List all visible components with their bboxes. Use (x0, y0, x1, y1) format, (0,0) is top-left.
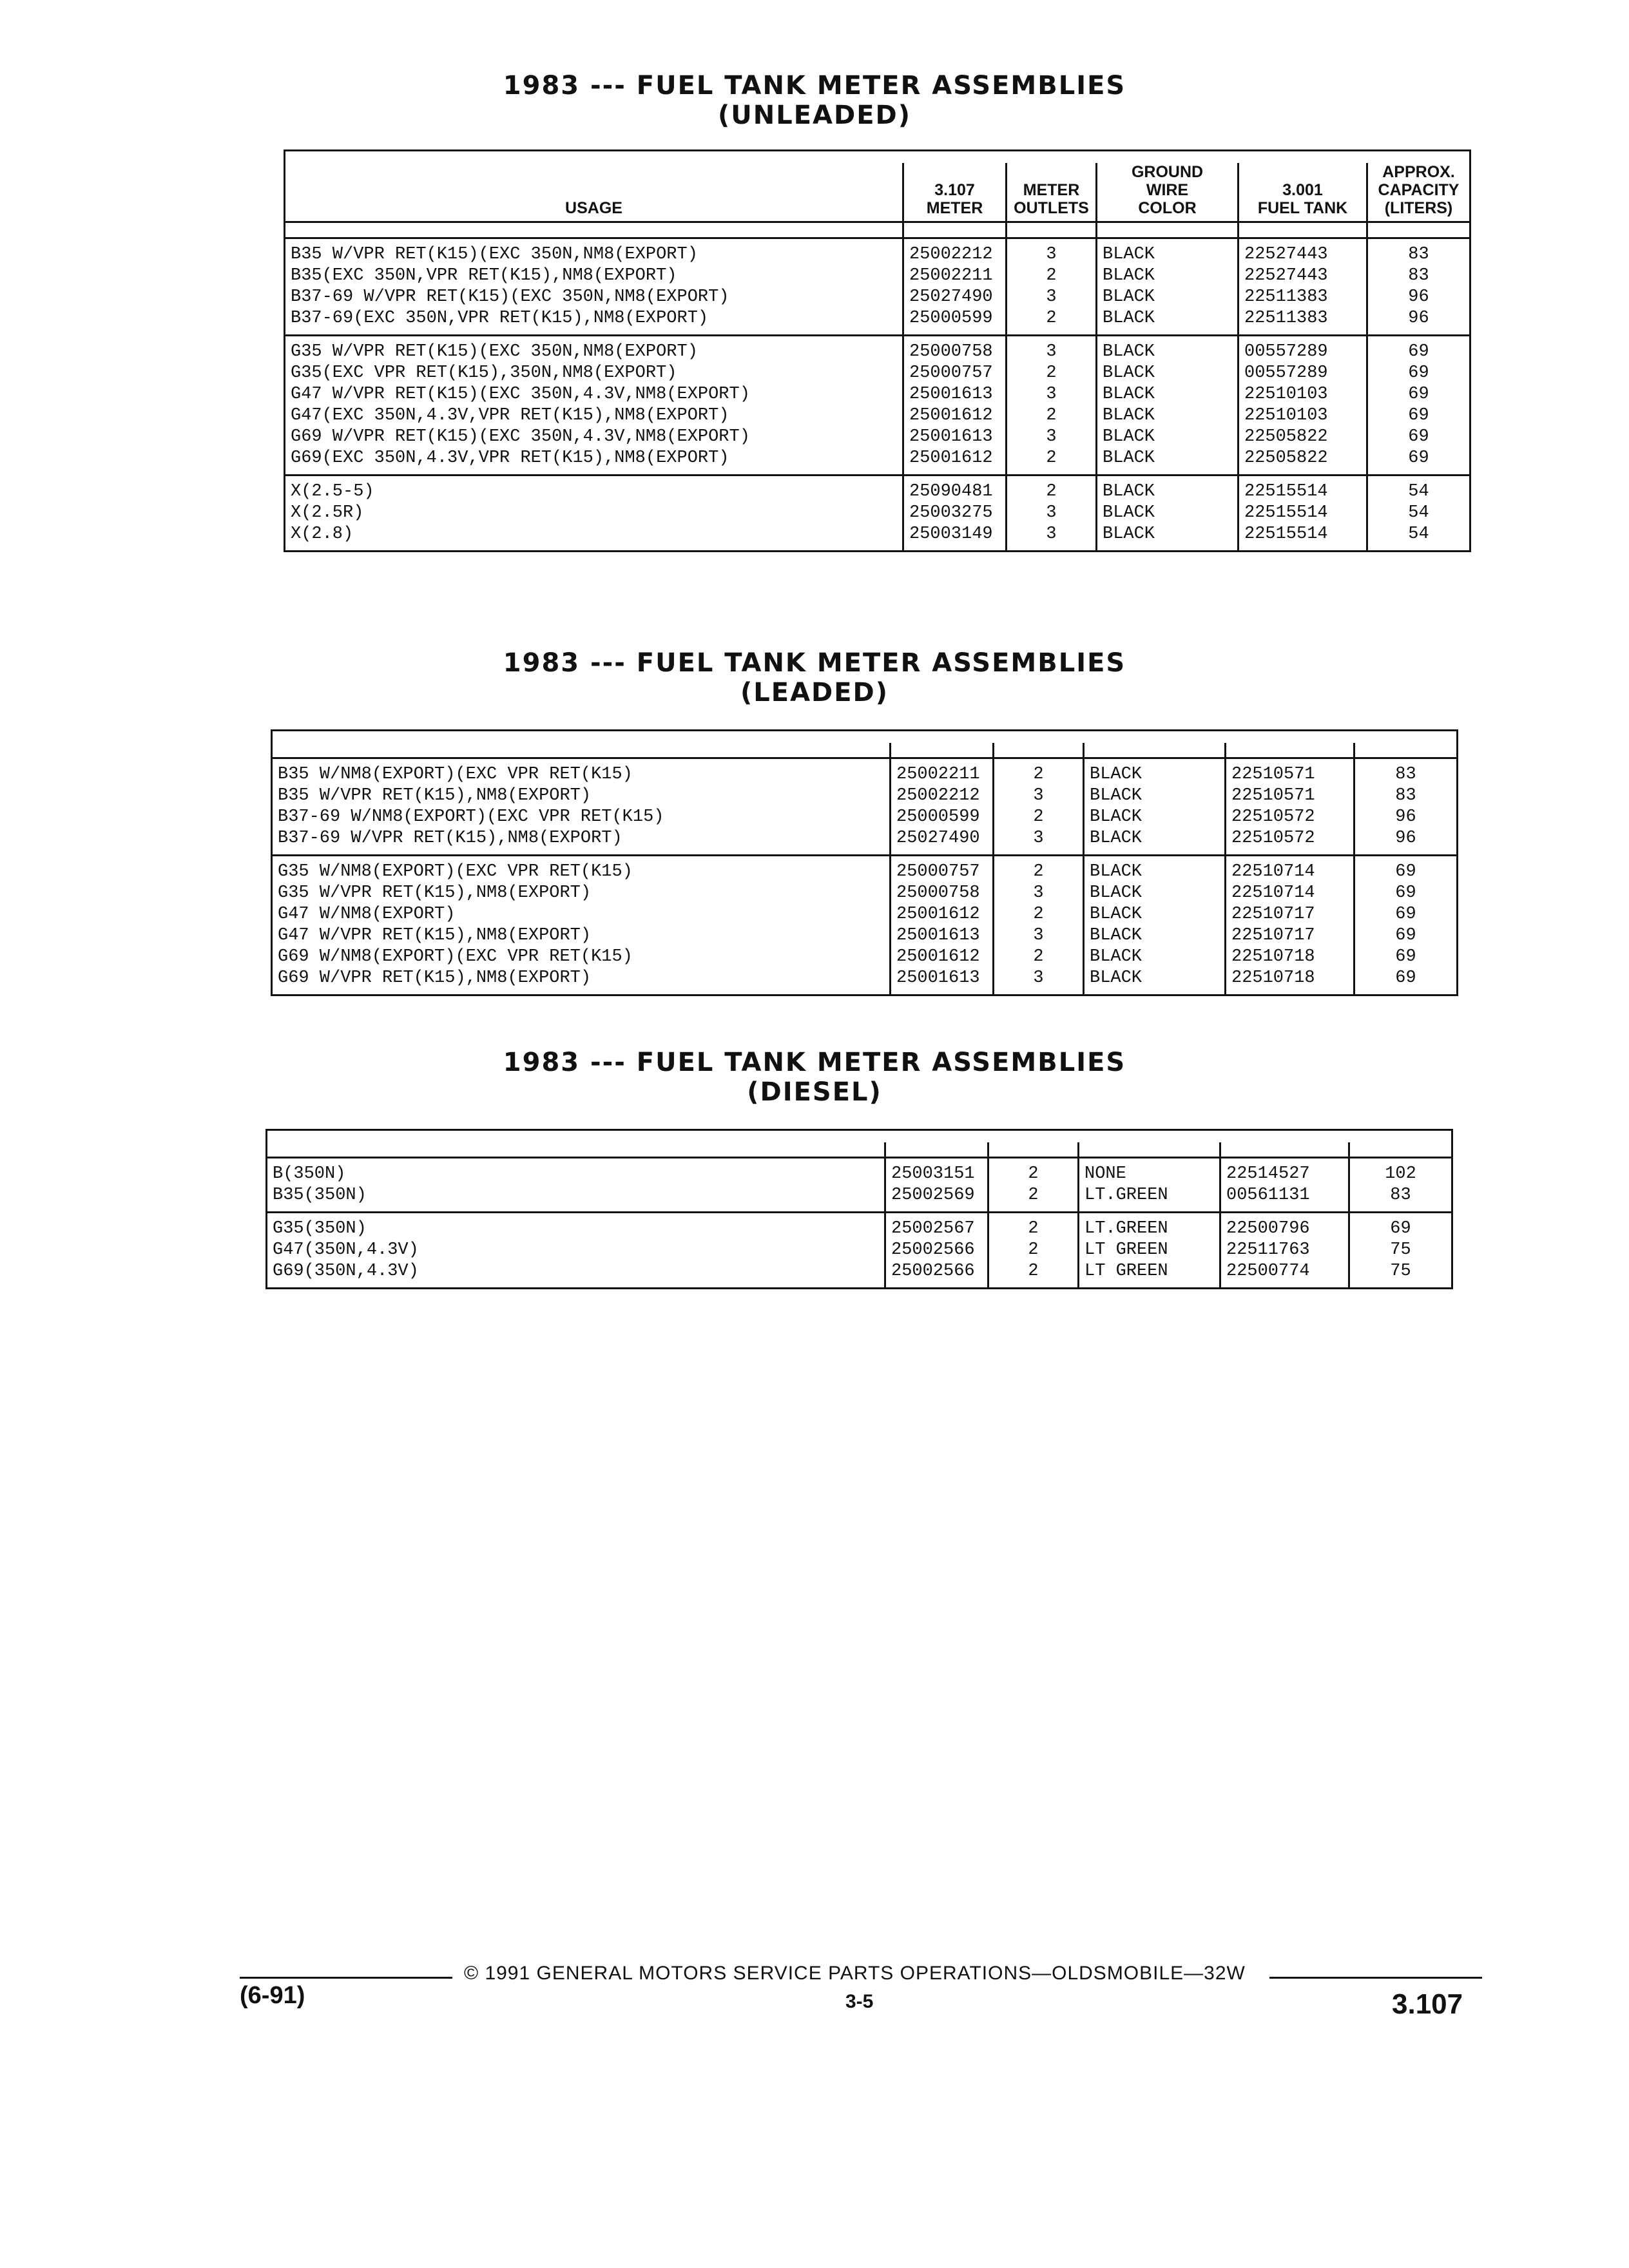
usage-cell (285, 336, 903, 476)
cell-line: 22510571 (1231, 786, 1315, 805)
cell-line: 102 (1385, 1164, 1416, 1184)
footer-section-code: 3.107 (1392, 1988, 1463, 2020)
cell-line: BLACK (1103, 363, 1155, 383)
fuel-tank-cell (1239, 476, 1367, 552)
meter-number-cell (885, 1158, 988, 1213)
cell-line: 25003151 (891, 1164, 975, 1184)
outlets-cell (1007, 336, 1097, 476)
cell-line: G35 W/NM8(EXPORT)(EXC VPR RET(K15) (278, 862, 633, 881)
capacity-cell (1354, 856, 1458, 995)
cell-line: 25001613 (909, 427, 993, 447)
cell-line: 25027490 (909, 287, 993, 307)
outlets-cell (994, 856, 1084, 995)
cell-line: 69 (1390, 1219, 1411, 1238)
cell-line: 22527443 (1244, 266, 1328, 285)
cell-line: 25001612 (909, 406, 993, 425)
cell-line: G47 W/VPR RET(K15)(EXC 350N,4.3V,NM8(EXPORT) (291, 385, 750, 404)
cell-line: G69 W/VPR RET(K15)(EXC 350N,4.3V,NM8(EXPORT) (291, 427, 750, 447)
usage-cell (285, 476, 903, 552)
cell-line: 00557289 (1244, 363, 1328, 383)
cell-line: 25001613 (909, 385, 993, 404)
cell-line: 69 (1408, 427, 1429, 447)
cell-line: 96 (1408, 309, 1429, 328)
fuel-tank-cell (1220, 1158, 1349, 1213)
cell-line: 2 (1028, 1262, 1039, 1281)
table-row (267, 1213, 1452, 1289)
cell-line: 2 (1033, 807, 1044, 827)
cell-line: 2 (1028, 1219, 1039, 1238)
cell-line: 25003275 (909, 503, 993, 523)
cell-line: 25001612 (896, 905, 980, 924)
table-row (285, 336, 1470, 476)
cell-line: BLACK (1090, 786, 1142, 805)
cell-line: G69(EXC 350N,4.3V,VPR RET(K15),NM8(EXPORT) (291, 448, 729, 468)
cell-line: 2 (1033, 765, 1044, 784)
footer-rule-left (240, 1977, 452, 1979)
cell-line: 83 (1395, 765, 1416, 784)
cell-line: G47 W/VPR RET(K15),NM8(EXPORT) (278, 926, 592, 945)
cell-line: LT.GREEN (1084, 1186, 1168, 1205)
cell-line: 54 (1408, 524, 1429, 544)
cell-line: 22500774 (1226, 1262, 1310, 1281)
cell-line: 3 (1046, 245, 1057, 264)
cell-line: B35 W/VPR RET(K15)(EXC 350N,NM8(EXPORT) (291, 245, 698, 264)
usage-cell (285, 238, 903, 336)
cell-line: 3 (1046, 385, 1057, 404)
cell-line: G35(EXC VPR RET(K15),350N,NM8(EXPORT) (291, 363, 677, 383)
cell-line: BLACK (1103, 309, 1155, 328)
cell-line: 69 (1408, 342, 1429, 361)
cell-line: 3 (1046, 524, 1057, 544)
cell-line: 69 (1408, 406, 1429, 425)
cell-line: G47(EXC 350N,4.3V,VPR RET(K15),NM8(EXPORT) (291, 406, 729, 425)
cell-line: B(350N) (273, 1164, 346, 1184)
cell-line: BLACK (1090, 883, 1142, 903)
outlets-cell (994, 758, 1084, 856)
cell-line: 69 (1395, 905, 1416, 924)
meter-number-cell (903, 336, 1007, 476)
outlets-cell (1007, 476, 1097, 552)
cell-line: 22505822 (1244, 448, 1328, 468)
cell-line: 22511383 (1244, 309, 1328, 328)
cell-line: 22510572 (1231, 829, 1315, 848)
cell-line: 2 (1046, 266, 1057, 285)
diesel-table (265, 1129, 1453, 1289)
cell-line: 25000758 (896, 883, 980, 903)
header-outlets: METER OUTLETS (1007, 163, 1097, 222)
cell-line: 2 (1033, 947, 1044, 966)
cell-line: B37-69 W/NM8(EXPORT)(EXC VPR RET(K15) (278, 807, 664, 827)
outlets-cell (988, 1158, 1079, 1213)
cell-line: 25027490 (896, 829, 980, 848)
cell-line: 2 (1046, 406, 1057, 425)
cell-line: 3 (1033, 786, 1044, 805)
fuel-tank-cell (1226, 856, 1354, 995)
cell-line: 2 (1046, 363, 1057, 383)
cell-line: BLACK (1103, 385, 1155, 404)
cell-line: 2 (1028, 1186, 1039, 1205)
header-wire-color: GROUND WIRE COLOR (1097, 163, 1239, 222)
cell-line: BLACK (1103, 448, 1155, 468)
usage-cell (267, 1213, 885, 1289)
cell-line: 2 (1033, 862, 1044, 881)
cell-line: 22515514 (1244, 482, 1328, 501)
cell-line: 69 (1408, 385, 1429, 404)
leaded-table (271, 729, 1458, 996)
cell-line: G35 W/VPR RET(K15)(EXC 350N,NM8(EXPORT) (291, 342, 698, 361)
cell-line: 00561131 (1226, 1186, 1310, 1205)
cell-line: 3 (1033, 926, 1044, 945)
cell-line: G47 W/NM8(EXPORT) (278, 905, 456, 924)
cell-line: 2 (1046, 309, 1057, 328)
cell-line: 3 (1033, 968, 1044, 988)
cell-line: 22511763 (1226, 1240, 1310, 1260)
cell-line: 25002211 (909, 266, 993, 285)
cell-line: 25000599 (896, 807, 980, 827)
wire-color-cell (1097, 238, 1239, 336)
footer-date-code: (6-91) (240, 1982, 305, 2009)
cell-line: 96 (1408, 287, 1429, 307)
cell-line: BLACK (1103, 266, 1155, 285)
capacity-cell (1349, 1158, 1452, 1213)
cell-line: 3 (1046, 342, 1057, 361)
cell-line: B37-69 W/VPR RET(K15),NM8(EXPORT) (278, 829, 622, 848)
cell-line: BLACK (1103, 342, 1155, 361)
cell-line: G69 W/NM8(EXPORT)(EXC VPR RET(K15) (278, 947, 633, 966)
meter-number-cell (903, 476, 1007, 552)
header-fuel-tank: 3.001 FUEL TANK (1239, 163, 1367, 222)
meter-number-cell (903, 238, 1007, 336)
section-title-diesel: 1983 --- FUEL TANK METER ASSEMBLIES (DIESEL) (503, 1048, 1126, 1107)
cell-line: 3 (1046, 287, 1057, 307)
usage-cell (272, 856, 891, 995)
cell-line: 22510103 (1244, 385, 1328, 404)
cell-line: G35 W/VPR RET(K15),NM8(EXPORT) (278, 883, 592, 903)
cell-line: 25000758 (909, 342, 993, 361)
footer-rule-right (1269, 1977, 1482, 1979)
cell-line: 69 (1408, 363, 1429, 383)
cell-line: 22515514 (1244, 524, 1328, 544)
cell-line: BLACK (1090, 829, 1142, 848)
cell-line: 25001612 (909, 448, 993, 468)
cell-line: 25003149 (909, 524, 993, 544)
meter-number-cell (891, 856, 994, 995)
cell-line: 22510717 (1231, 926, 1315, 945)
cell-line: 25002567 (891, 1219, 975, 1238)
cell-line: 25090481 (909, 482, 993, 501)
capacity-cell (1354, 758, 1458, 856)
cell-line: X(2.5R) (291, 503, 364, 523)
capacity-cell (1367, 476, 1470, 552)
capacity-cell (1349, 1213, 1452, 1289)
cell-line: 83 (1390, 1186, 1411, 1205)
cell-line: 22510714 (1231, 862, 1315, 881)
cell-line: BLACK (1103, 287, 1155, 307)
cell-line: BLACK (1090, 807, 1142, 827)
cell-line: 69 (1395, 883, 1416, 903)
cell-line: 69 (1395, 968, 1416, 988)
cell-line: 22515514 (1244, 503, 1328, 523)
cell-line: G47(350N,4.3V) (273, 1240, 419, 1260)
cell-line: 54 (1408, 503, 1429, 523)
cell-line: 3 (1033, 829, 1044, 848)
cell-line: 3 (1046, 503, 1057, 523)
cell-line: G69(350N,4.3V) (273, 1262, 419, 1281)
cell-line: 00557289 (1244, 342, 1328, 361)
cell-line: 83 (1408, 245, 1429, 264)
footer-copyright: © 1991 GENERAL MOTORS SERVICE PARTS OPERATIONS—OLDSMOBILE—32W (464, 1963, 1246, 1984)
cell-line: 25002211 (896, 765, 980, 784)
cell-line: 2 (1046, 448, 1057, 468)
cell-line: 22505822 (1244, 427, 1328, 447)
cell-line: 83 (1395, 786, 1416, 805)
cell-line: 22510571 (1231, 765, 1315, 784)
wire-color-cell (1084, 758, 1226, 856)
cell-line: BLACK (1103, 427, 1155, 447)
cell-line: 22510103 (1244, 406, 1328, 425)
cell-line: 22510718 (1231, 947, 1315, 966)
meter-number-cell (891, 758, 994, 856)
wire-color-cell (1084, 856, 1226, 995)
cell-line: 22510717 (1231, 905, 1315, 924)
table-row (285, 238, 1470, 336)
cell-line: 25002569 (891, 1186, 975, 1205)
fuel-tank-cell (1220, 1213, 1349, 1289)
wire-color-cell (1097, 476, 1239, 552)
cell-line: 25001613 (896, 926, 980, 945)
cell-line: B35 W/NM8(EXPORT)(EXC VPR RET(K15) (278, 765, 633, 784)
cell-line: LT.GREEN (1084, 1219, 1168, 1238)
cell-line: 96 (1395, 829, 1416, 848)
cell-line: 25000599 (909, 309, 993, 328)
cell-line: BLACK (1090, 765, 1142, 784)
outlets-cell (1007, 238, 1097, 336)
cell-line: B37-69 W/VPR RET(K15)(EXC 350N,NM8(EXPORT) (291, 287, 729, 307)
cell-line: B35 W/VPR RET(K15),NM8(EXPORT) (278, 786, 592, 805)
cell-line: BLACK (1103, 503, 1155, 523)
cell-line: 25002212 (909, 245, 993, 264)
cell-line: 2 (1028, 1164, 1039, 1184)
outlets-cell (988, 1213, 1079, 1289)
usage-cell (272, 758, 891, 856)
cell-line: 25001613 (896, 968, 980, 988)
cell-line: 25002566 (891, 1240, 975, 1260)
cell-line: 22527443 (1244, 245, 1328, 264)
cell-line: B37-69(EXC 350N,VPR RET(K15),NM8(EXPORT) (291, 309, 709, 328)
cell-line: LT GREEN (1084, 1240, 1168, 1260)
cell-line: 3 (1033, 883, 1044, 903)
fuel-tank-cell (1239, 238, 1367, 336)
usage-cell (267, 1158, 885, 1213)
cell-line: 2 (1028, 1240, 1039, 1260)
unleaded-table (284, 149, 1471, 552)
wire-color-cell (1097, 336, 1239, 476)
table-row (272, 856, 1458, 995)
capacity-cell (1367, 238, 1470, 336)
cell-line: 25000757 (909, 363, 993, 383)
wire-color-cell (1079, 1213, 1220, 1289)
header-capacity: APPROX. CAPACITY (LITERS) (1367, 163, 1470, 222)
table-row (267, 1158, 1452, 1213)
cell-line: 69 (1395, 862, 1416, 881)
cell-line: 69 (1395, 926, 1416, 945)
cell-line: 2 (1033, 905, 1044, 924)
cell-line: 25001612 (896, 947, 980, 966)
cell-line: 22511383 (1244, 287, 1328, 307)
cell-line: G69 W/VPR RET(K15),NM8(EXPORT) (278, 968, 592, 988)
cell-line: BLACK (1090, 968, 1142, 988)
wire-color-cell (1079, 1158, 1220, 1213)
cell-line: LT GREEN (1084, 1262, 1168, 1281)
cell-line: X(2.8) (291, 524, 354, 544)
cell-line: 22510572 (1231, 807, 1315, 827)
cell-line: BLACK (1090, 862, 1142, 881)
cell-line: 75 (1390, 1262, 1411, 1281)
table-row (285, 476, 1470, 552)
section-title-unleaded: 1983 --- FUEL TANK METER ASSEMBLIES (UNLEADED) (503, 71, 1126, 130)
cell-line: BLACK (1103, 482, 1155, 501)
header-usage: USAGE (285, 163, 903, 222)
cell-line: 83 (1408, 266, 1429, 285)
cell-line: B35(350N) (273, 1186, 367, 1205)
cell-line: 22510718 (1231, 968, 1315, 988)
cell-line: 69 (1408, 448, 1429, 468)
cell-line: 54 (1408, 482, 1429, 501)
cell-line: 22510714 (1231, 883, 1315, 903)
cell-line: BLACK (1090, 947, 1142, 966)
cell-line: 69 (1395, 947, 1416, 966)
cell-line: BLACK (1090, 926, 1142, 945)
cell-line: 25000757 (896, 862, 980, 881)
section-title-leaded: 1983 --- FUEL TANK METER ASSEMBLIES (LEADED) (503, 648, 1126, 707)
capacity-cell (1367, 336, 1470, 476)
cell-line: BLACK (1103, 524, 1155, 544)
cell-line: BLACK (1090, 905, 1142, 924)
cell-line: 22514527 (1226, 1164, 1310, 1184)
cell-line: B35(EXC 350N,VPR RET(K15),NM8(EXPORT) (291, 266, 677, 285)
footer-page-number: 3-5 (845, 1991, 874, 2012)
cell-line: 96 (1395, 807, 1416, 827)
cell-line: G35(350N) (273, 1219, 367, 1238)
cell-line: X(2.5-5) (291, 482, 374, 501)
table-row (272, 758, 1458, 856)
cell-line: 25002212 (896, 786, 980, 805)
cell-line: 75 (1390, 1240, 1411, 1260)
fuel-tank-cell (1239, 336, 1367, 476)
header-meter: 3.107 METER (903, 163, 1007, 222)
cell-line: 22500796 (1226, 1219, 1310, 1238)
cell-line: 25002566 (891, 1262, 975, 1281)
cell-line: NONE (1084, 1164, 1126, 1184)
cell-line: 2 (1046, 482, 1057, 501)
fuel-tank-cell (1226, 758, 1354, 856)
cell-line: 3 (1046, 427, 1057, 447)
cell-line: BLACK (1103, 406, 1155, 425)
meter-number-cell (885, 1213, 988, 1289)
cell-line: BLACK (1103, 245, 1155, 264)
